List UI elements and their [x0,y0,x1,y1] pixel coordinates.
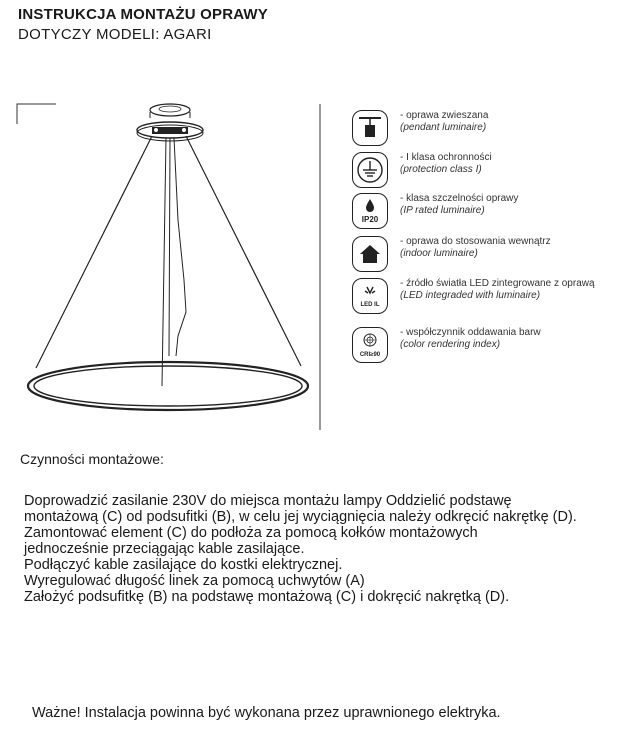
ip20-icon [352,193,388,229]
ring-outer [28,362,308,410]
legend-text-en: (LED integraded with luminaire) [400,290,541,301]
safety-warning: Ważne! Instalacja powinna być wykonana przez uprawnionego elektryka. [32,705,501,721]
canopy-top-inner [159,106,181,112]
cri-icon [352,327,388,363]
legend-text-pl: - klasa szczelności oprawy [400,193,519,204]
legend-text-en: (protection class I) [400,164,482,175]
cri-label: CRI≥90 [359,352,381,358]
pendant-icon [352,110,388,146]
legend-text-en: (IP rated luminaire) [400,205,485,216]
canopy-body [150,112,190,118]
led-integrated-icon [352,278,388,314]
instructions-paragraph [24,493,624,605]
legend-item-indoor [352,236,622,276]
wire-right [186,136,301,366]
pendant-luminaire-drawing [16,100,333,430]
instruction-line: Zamontować element (C) do podłoża za pomocą kołków montażowych [24,525,478,541]
legend-text-pl: - współczynnik oddawania barw [400,327,541,338]
document-title: INSTRUKCJA MONTAŻU OPRAWY [18,6,268,23]
wire-left [36,136,152,368]
legend-item-protection-class [352,152,622,192]
steps-heading: Czynności montażowe: [20,451,164,467]
legend-text-pl: - źródło światła LED zintegrowane z oprawą [400,278,595,289]
legend-item-pendant [352,110,622,150]
legend-text-en: (indoor luminaire) [400,248,478,259]
legend-text-en: (color rendering index) [400,339,501,350]
frame-top-left-corner [17,104,56,124]
led-label: LED IL [360,302,380,308]
legend-text-pl: - oprawa do stosowania wewnątrz [400,236,551,247]
ring-inner [34,366,302,406]
legend-item-led [352,278,622,318]
instruction-line: Wyregulować długość linek za pomocą uchwytów (A) [24,573,365,589]
instruction-line: Założyć podsufitkę (B) na podstawę montażową (C) i dokręcić nakrętką (D). [24,589,510,605]
instruction-line: Podłączyć kable zasilające do kostki elektrycznej. [24,557,343,573]
wire-center [169,138,170,356]
instruction-line: jednocześnie przeciągając kable zasilające. [24,541,305,557]
wire-center-left [162,138,166,386]
legend-item-cri [352,327,622,367]
ground-icon [352,152,388,188]
model-subtitle: DOTYCZY MODELI: AGARI [18,26,212,43]
legend-text-pl: - I klasa ochronności [400,152,492,163]
power-cable [174,138,186,356]
instruction-line: Doprowadzić zasilanie 230V do miejsca montażu lampy Oddzielić podstawę [24,493,512,509]
legend-text-en: (pendant luminaire) [400,122,487,133]
indoor-house-icon [352,236,388,272]
legend-text-pl: - oprawa zwieszana [400,110,489,121]
legend-item-ip-rating [352,193,622,233]
instruction-line: montażową (C) od podsufitki (B), w celu jej wyciągnięcia należy odkręcić nakrętkę (D). [24,509,577,525]
ip20-label: IP20 [361,215,379,224]
